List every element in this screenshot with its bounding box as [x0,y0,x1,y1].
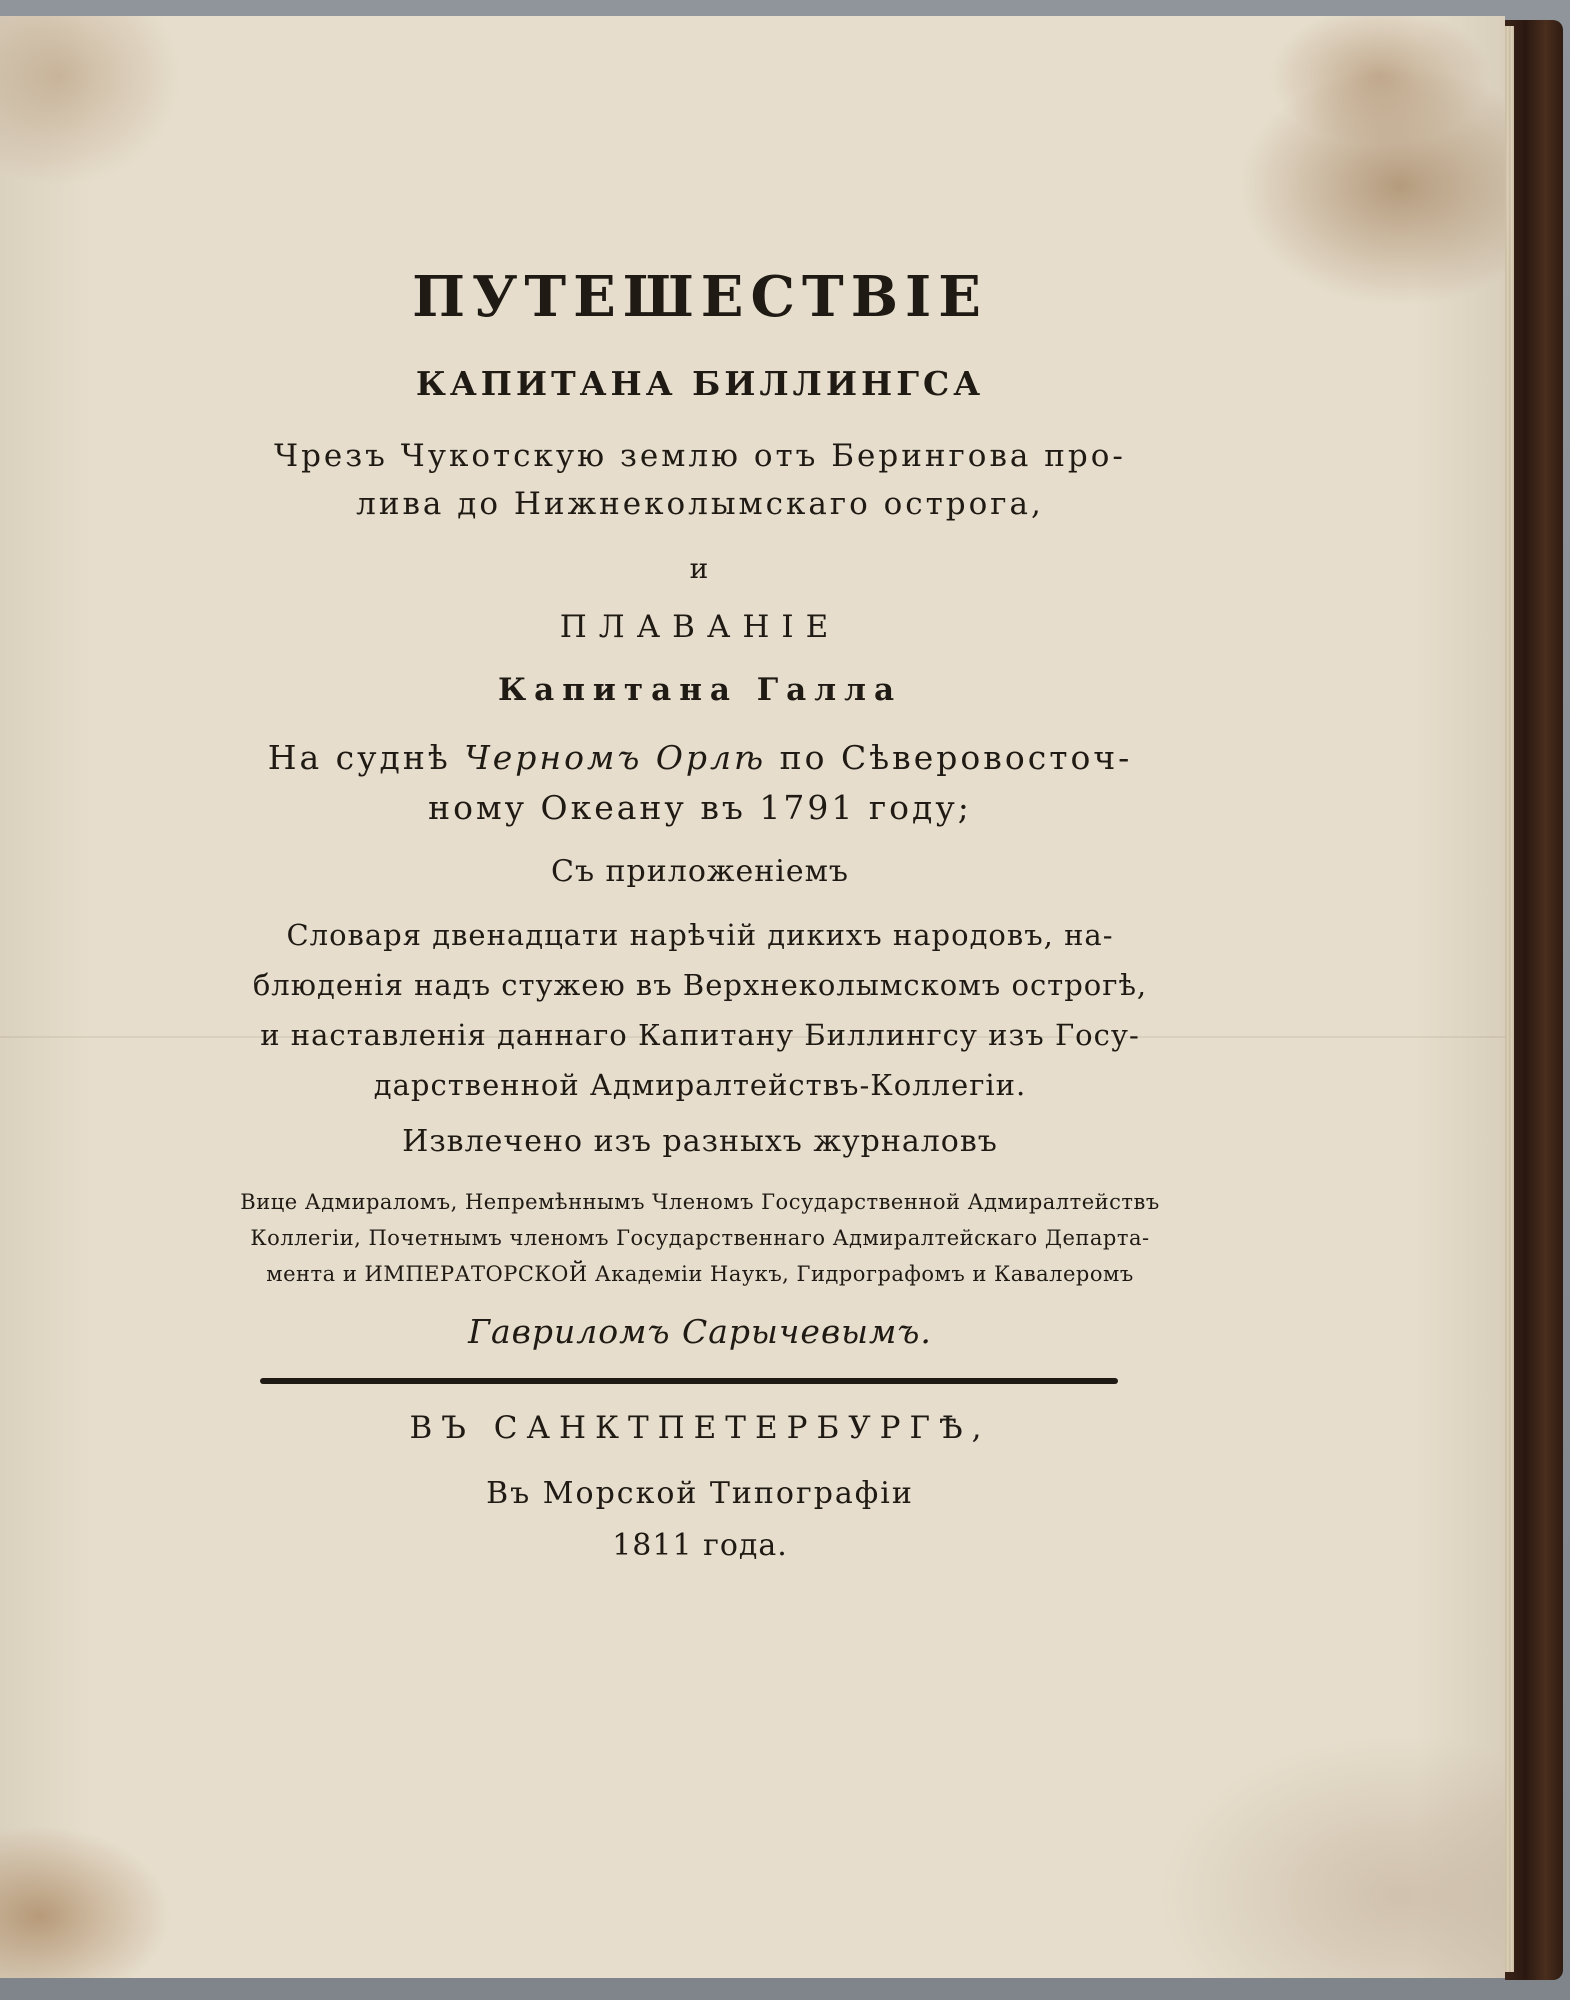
appendix-intro: Съ приложеніемъ [550,854,849,889]
captain-hall-heading: Капитана Галла [497,672,903,708]
ship-line-1 [150,738,1250,777]
appendix-line-4: дарственной Адмиралтействъ-Коллегіи. [373,1068,1027,1102]
imprint-year: 1811 года. [612,1528,788,1563]
extracted-from: Извлечено изъ разныхъ журналовъ [402,1124,998,1159]
book-title: ПУТЕШЕСТВІЕ [412,264,988,330]
ship-name: Черномъ Орлѣ [464,738,767,777]
divider-rule [260,1378,1118,1384]
imprint-city: ВЪ САНКТПЕТЕРБУРГѢ, [409,1410,991,1446]
conjunction: и [689,552,711,585]
ship-line-2: ному Океану въ 1791 году; [428,788,972,827]
appendix-line-3: и наставленія даннаго Капитану Биллингсу изъ Госу- [260,1018,1140,1052]
route-line-1: Чрезъ Чукотскую землю отъ Берингова про- [274,438,1126,474]
route-line-2: лива до Нижнеколымскаго острога, [356,486,1044,522]
appendix-line-2: блюденія надъ стужею въ Верхнеколымскомъ острогѣ, [252,968,1148,1002]
author-rank-line-1: Вице Адмираломъ, Непремѣннымъ Членомъ Государственной Адмиралтействъ [240,1190,1160,1214]
book-subtitle: КАПИТАНА БИЛЛИНГСА [415,364,985,403]
ship-line-prefix: На суднѣ [267,738,465,777]
ship-line-suffix: по Сѣверовосточ- [766,738,1133,777]
title-page-text [0,16,1505,1978]
author-rank-line-3: мента и ИМПЕРАТОРСКОЙ Академіи Наукъ, Гидрографомъ и Кавалеромъ [266,1262,1134,1286]
title-page [0,16,1505,1978]
appendix-line-1: Словаря двенадцати нарѣчій дикихъ народовъ, на- [286,918,1114,952]
author-rank-line-2: Коллегіи, Почетнымъ членомъ Государственнаго Адмиралтейскаго Департа- [250,1226,1150,1250]
author-name: Гавриломъ Сарычевымъ. [468,1312,932,1351]
voyage-heading: ПЛАВАНІЕ [559,609,841,645]
imprint-press: Въ Морской Типографіи [486,1476,914,1511]
